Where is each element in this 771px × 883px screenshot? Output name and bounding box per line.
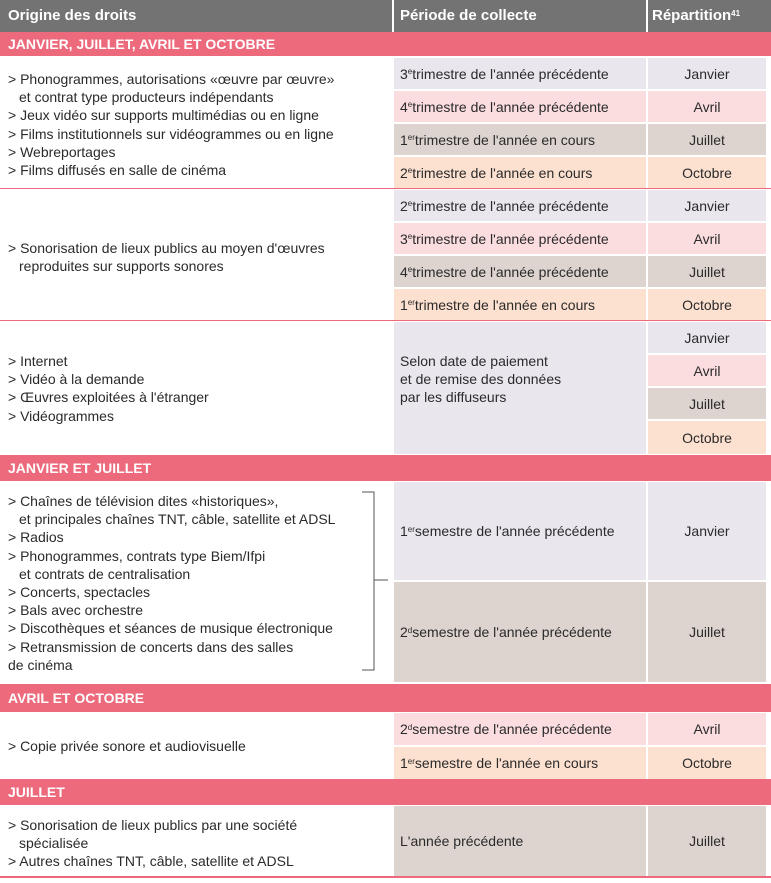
repartition-month: Juillet [689, 395, 725, 412]
origin-line: > Œuvres exploitées à l'étranger [8, 389, 209, 406]
period-cell [394, 223, 646, 254]
origin-cell-g2 [8, 239, 392, 275]
section-title: AVRIL ET OCTOBRE [8, 690, 145, 706]
repartition-month: Octobre [682, 296, 732, 313]
repartition-cell [648, 806, 766, 876]
repartition-month: Janvier [684, 523, 730, 539]
origin-line: reproduites sur supports sonores [19, 258, 224, 275]
period-num: 1 [400, 296, 408, 313]
period-cell [394, 58, 646, 89]
period-num: 2 [400, 164, 408, 181]
origin-line: et contrats de centralisation [19, 565, 191, 582]
section-title: JANVIER, JUILLET, AVRIL ET OCTOBRE [8, 36, 276, 52]
repartition-month: Avril [693, 721, 721, 737]
period-sup: d [407, 625, 413, 635]
period-sup: er [407, 756, 415, 766]
table-bottom-rule [0, 876, 771, 878]
origin-line: > Retransmission de concerts dans des salles [8, 638, 294, 655]
period-text: trimestre de l'année précédente [412, 65, 609, 82]
period-cell [394, 482, 646, 580]
period-cell [394, 747, 646, 779]
col-header-periode [394, 0, 646, 32]
section-band-2 [0, 455, 771, 481]
period-text: trimestre de l'année précédente [412, 263, 609, 280]
period-sup: er [407, 524, 415, 534]
period-num: 4 [400, 263, 408, 280]
period-num: 2 [400, 624, 408, 640]
repartition-month: Octobre [682, 164, 732, 181]
period-sup: e [407, 166, 413, 175]
origin-line: > Sonorisation de lieux publics au moyen d'œuvres [8, 240, 325, 256]
period-text: trimestre de l'année précédente [412, 98, 609, 115]
repartition-month: Juillet [689, 833, 725, 849]
repartition-cell [648, 91, 766, 122]
period-text: trimestre de l'année précédente [412, 230, 609, 247]
origin-cell-s4 [8, 816, 392, 871]
period-num: 2 [400, 721, 408, 737]
repartition-cell [648, 482, 766, 580]
repartition-month: Octobre [682, 755, 732, 771]
period-cell [394, 157, 646, 188]
period-cell [394, 713, 646, 745]
repartition-month: Octobre [682, 429, 732, 446]
origin-line: > Vidéogrammes [8, 407, 114, 424]
origin-line: spécialisée [19, 835, 89, 852]
origin-line: > Films institutionnels sur vidéogrammes ou en ligne [8, 125, 334, 142]
section-title: JUILLET [8, 784, 65, 800]
period-sup: e [407, 199, 413, 208]
period-sup: e [407, 265, 413, 274]
repartition-cell [648, 355, 766, 386]
repartition-cell [648, 223, 766, 254]
repartition-cell [648, 713, 766, 745]
period-cell-g3 [400, 352, 644, 407]
bracket-icon [360, 490, 392, 672]
origin-line: > Bals avec orchestre [8, 602, 144, 619]
period-text: trimestre de l'année en cours [414, 131, 596, 148]
repartition-cell [648, 421, 766, 454]
period-cell [394, 190, 646, 221]
repartition-month: Avril [693, 230, 721, 247]
period-sup: e [407, 67, 413, 76]
period-num: 1 [400, 131, 408, 148]
origin-line: > Phonogrammes, contrats type Biem/Ifpi [8, 547, 266, 564]
section-band-3 [0, 684, 771, 712]
repartition-month: Juillet [689, 131, 725, 148]
origin-line: > Webreportages [8, 143, 116, 160]
origin-line: > Films diffusés en salle de cinéma [8, 162, 227, 179]
period-text: semestre de l'année précédente [412, 721, 612, 737]
period-cell [394, 91, 646, 122]
period-line: et de remise des données [400, 371, 562, 388]
period-line: Selon date de paiement [400, 353, 548, 369]
period-cell [394, 124, 646, 155]
origin-line: > Autres chaînes TNT, câble, satellite et ADSL [8, 853, 294, 870]
origin-line: > Jeux vidéo sur supports multimédias ou en ligne [8, 107, 319, 124]
origin-line: > Sonorisation de lieux publics par une société [8, 817, 298, 833]
col-header-origine [0, 0, 392, 32]
origin-line: de cinéma [8, 656, 73, 673]
period-num: 2 [400, 197, 408, 214]
repartition-cell [648, 157, 766, 188]
repartition-cell [648, 256, 766, 287]
repartition-month: Janvier [684, 197, 730, 214]
period-cell [394, 806, 646, 876]
repartition-cell [648, 582, 766, 682]
period-text: trimestre de l'année précédente [412, 197, 609, 214]
period-num: 3 [400, 230, 408, 247]
origin-line: et principales chaînes TNT, câble, satellite et ADSL [19, 511, 336, 528]
period-num: 1 [400, 755, 408, 771]
section-band-4 [0, 779, 771, 805]
origin-line: et contrat type producteurs indépendants [19, 89, 274, 106]
origin-cell-g3 [8, 352, 392, 425]
repartition-month: Juillet [689, 263, 725, 280]
repartition-month: Janvier [684, 329, 730, 346]
origin-cell-s2 [8, 492, 392, 674]
group-divider [0, 188, 771, 189]
period-cell [394, 256, 646, 287]
col-header-repartition-label: Répartition [652, 7, 732, 24]
period-text: L'année précédente [400, 833, 524, 849]
period-text: trimestre de l'année en cours [412, 164, 593, 181]
repartition-cell [648, 58, 766, 89]
period-num: 3 [400, 65, 408, 82]
period-num: 4 [400, 98, 408, 115]
period-sup: e [407, 100, 413, 109]
origin-line: > Phonogrammes, autorisations «œuvre par œuvre» [8, 71, 335, 87]
period-text: semestre de l'année précédente [414, 523, 615, 539]
section-title: JANVIER ET JUILLET [8, 460, 152, 476]
period-sup: er [407, 298, 415, 307]
repartition-cell [648, 190, 766, 221]
period-cell [394, 582, 646, 682]
origin-cell-s3 [8, 737, 392, 755]
origin-line: > Vidéo à la demande [8, 371, 145, 388]
section-band-1 [0, 32, 771, 56]
repartition-cell [648, 747, 766, 779]
period-sup: e [407, 232, 413, 241]
repartition-month: Janvier [684, 65, 730, 82]
col-header-periode-label: Période de collecte [400, 7, 537, 24]
period-cell [394, 289, 646, 320]
period-line: par les diffuseurs [400, 389, 507, 406]
repartition-month: Juillet [689, 624, 725, 640]
period-text: semestre de l'année en cours [414, 755, 599, 771]
period-sup: er [407, 133, 415, 142]
origin-line: > Concerts, spectacles [8, 584, 151, 601]
origin-line: > Discothèques et séances de musique électronique [8, 620, 333, 637]
repartition-cell [648, 388, 766, 419]
repartition-cell [648, 124, 766, 155]
period-sup: d [407, 722, 413, 732]
period-num: 1 [400, 523, 408, 539]
origin-line: > Internet [8, 353, 68, 369]
origin-line: > Chaînes de télévision dites «historiques», [8, 493, 279, 509]
repartition-month: Avril [693, 362, 721, 379]
col-header-repartition [648, 0, 771, 32]
origin-cell-g1 [8, 70, 392, 179]
period-text: semestre de l'année précédente [412, 624, 612, 640]
origin-line: > Copie privée sonore et audiovisuelle [8, 738, 246, 754]
col-header-origine-label: Origine des droits [8, 7, 137, 24]
repartition-cell [648, 289, 766, 320]
group-divider [0, 320, 771, 321]
origin-line: > Radios [8, 529, 64, 546]
repartition-month: Avril [693, 98, 721, 115]
period-text: trimestre de l'année en cours [414, 296, 596, 313]
footnote-ref: 41 [731, 9, 741, 18]
repartition-cell [648, 322, 766, 353]
